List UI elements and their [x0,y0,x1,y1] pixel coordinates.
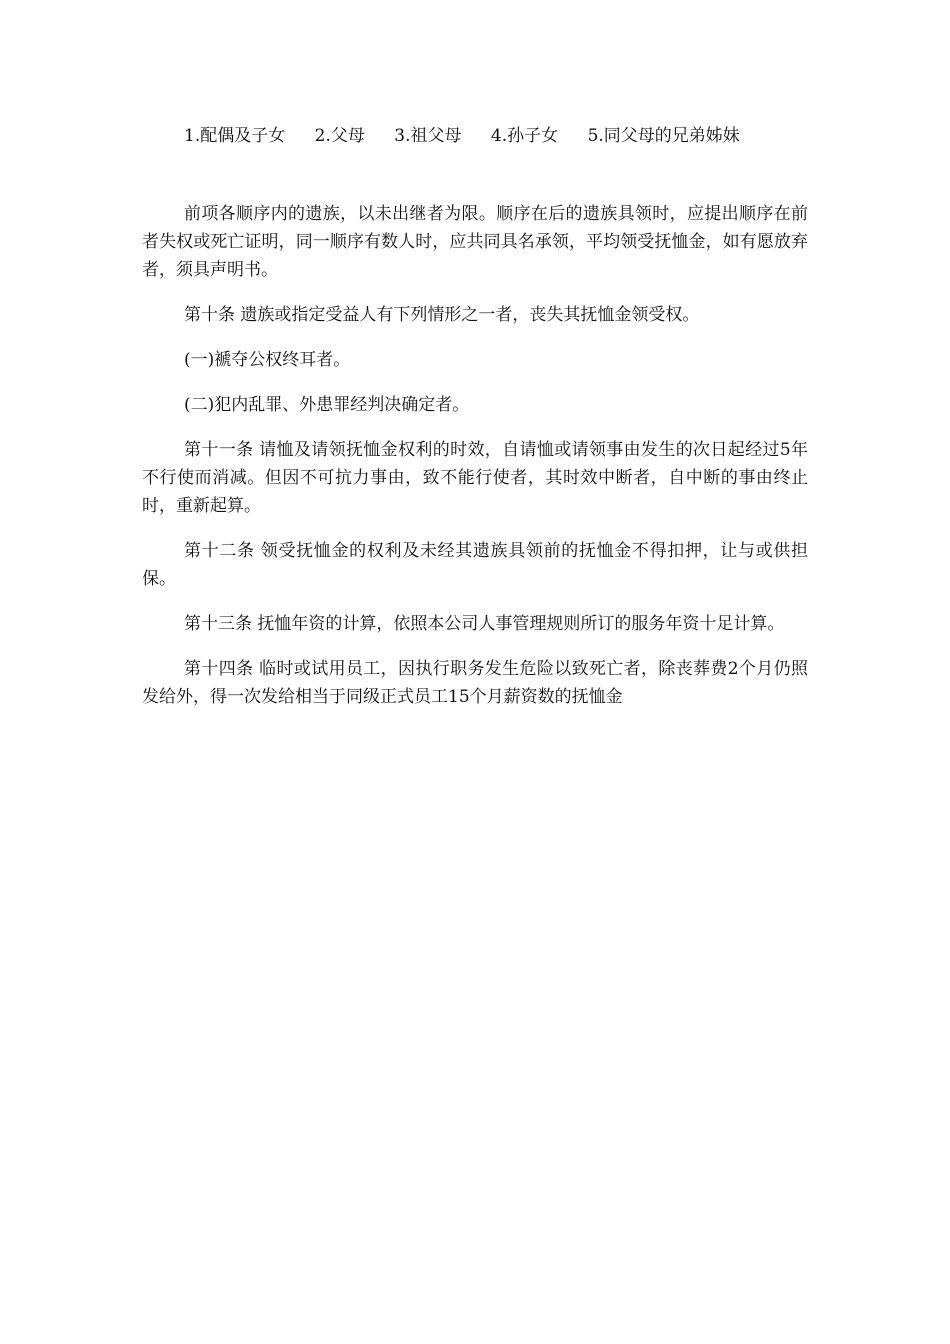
document-body [142,122,808,711]
paragraph-article-14: 第十四条 临时或试用员工，因执行职务发生危险以致死亡者，除丧葬费2个月仍照发给外，得一次发给相当于同级正式员工15个月薪资数的抚恤金 [142,659,808,707]
heir-order-item: 1.配偶及子女 [184,126,286,146]
paragraph-article-11: 第十一条 请恤及请领抚恤金权利的时效，自请恤或请领事由发生的次日起经过5年不行使而消减。但因不可抗力事由，致不能行使者，其时效中断者，自中断的事由终止时，重新起算。 [142,440,808,516]
paragraph-article-10: 第十条 遗族或指定受益人有下列情形之一者，丧失其抚恤金领受权。 [184,305,700,325]
heir-order-item: 3.祖父母 [394,126,462,146]
paragraph-article-10-item-2: (二)犯内乱罪、外患罪经判决确定者。 [184,395,470,415]
heir-order-list [142,122,808,150]
paragraph-heir-order-rules: 前项各顺序内的遗族，以未出继者为限。顺序在后的遗族具领时，应提出顺序在前者失权或死亡证明，同一顺序有数人时，应共同具名承领，平均领受抚恤金，如有愿放弃者，须具声明书。 [142,204,808,280]
heir-order-item: 5.同父母的兄弟姊妹 [587,126,740,146]
paragraph-article-10-item-1: (一)褫夺公权终耳者。 [184,350,351,370]
paragraph-article-12: 第十二条 领受抚恤金的权利及未经其遗族具领前的抚恤金不得扣押，让与或供担保。 [142,541,808,589]
heir-order-item: 2.父母 [314,126,365,146]
paragraph-article-13: 第十三条 抚恤年资的计算，依照本公司人事管理规则所订的服务年资十足计算。 [184,614,785,634]
heir-order-item: 4.孙子女 [490,126,559,146]
